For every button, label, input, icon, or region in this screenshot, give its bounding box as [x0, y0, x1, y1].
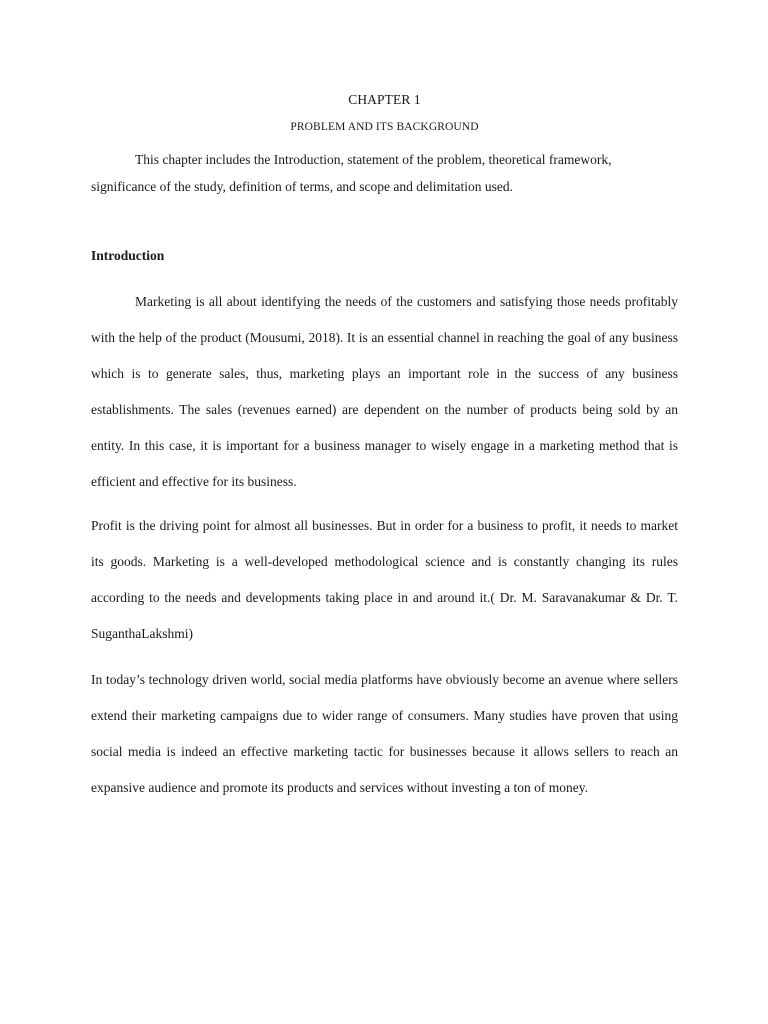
- section-heading-introduction: Introduction: [91, 248, 165, 263]
- body-paragraph-1: Marketing is all about identifying the needs of the customers and satisfying those needs profitably with the help of the product (Mousumi, 2018). It is an essential channel in reaching the goal of any business which is to generate sales, thus, marketing plays an important role in the success of any business establishments. The sales (revenues earned) are dependent on the number of products being sold by an entity. In this case, it is important for a business manager to wisely engage in a marketing method that is efficient and effective for its business.: [91, 294, 678, 489]
- chapter-subtitle: PROBLEM AND ITS BACKGROUND: [290, 121, 479, 133]
- body-paragraph-2: Profit is the driving point for almost all businesses. But in order for a business to profit, it needs to market its goods. Marketing is a well-developed methodological science and is constantly changing its rules according to the needs and developments taking place in and around it.( Dr. M. Saravanakumar & Dr. T. SuganthaLakshmi): [91, 518, 678, 641]
- document-page: [91, 0, 678, 1024]
- body-paragraph-3: In today’s technology driven world, social media platforms have obviously become an avenue where sellers extend their marketing campaigns due to wider range of consumers. Many studies have proven that using social media is indeed an effective marketing tactic for businesses because it allows sellers to reach an expansive audience and promote its products and services without investing a ton of money.: [91, 672, 678, 795]
- chapter-title: CHAPTER 1: [348, 92, 421, 107]
- chapter-intro-paragraph: This chapter includes the Introduction, statement of the problem, theoretical framework, significance of the study, definition of terms, and scope and delimitation used.: [91, 152, 612, 194]
